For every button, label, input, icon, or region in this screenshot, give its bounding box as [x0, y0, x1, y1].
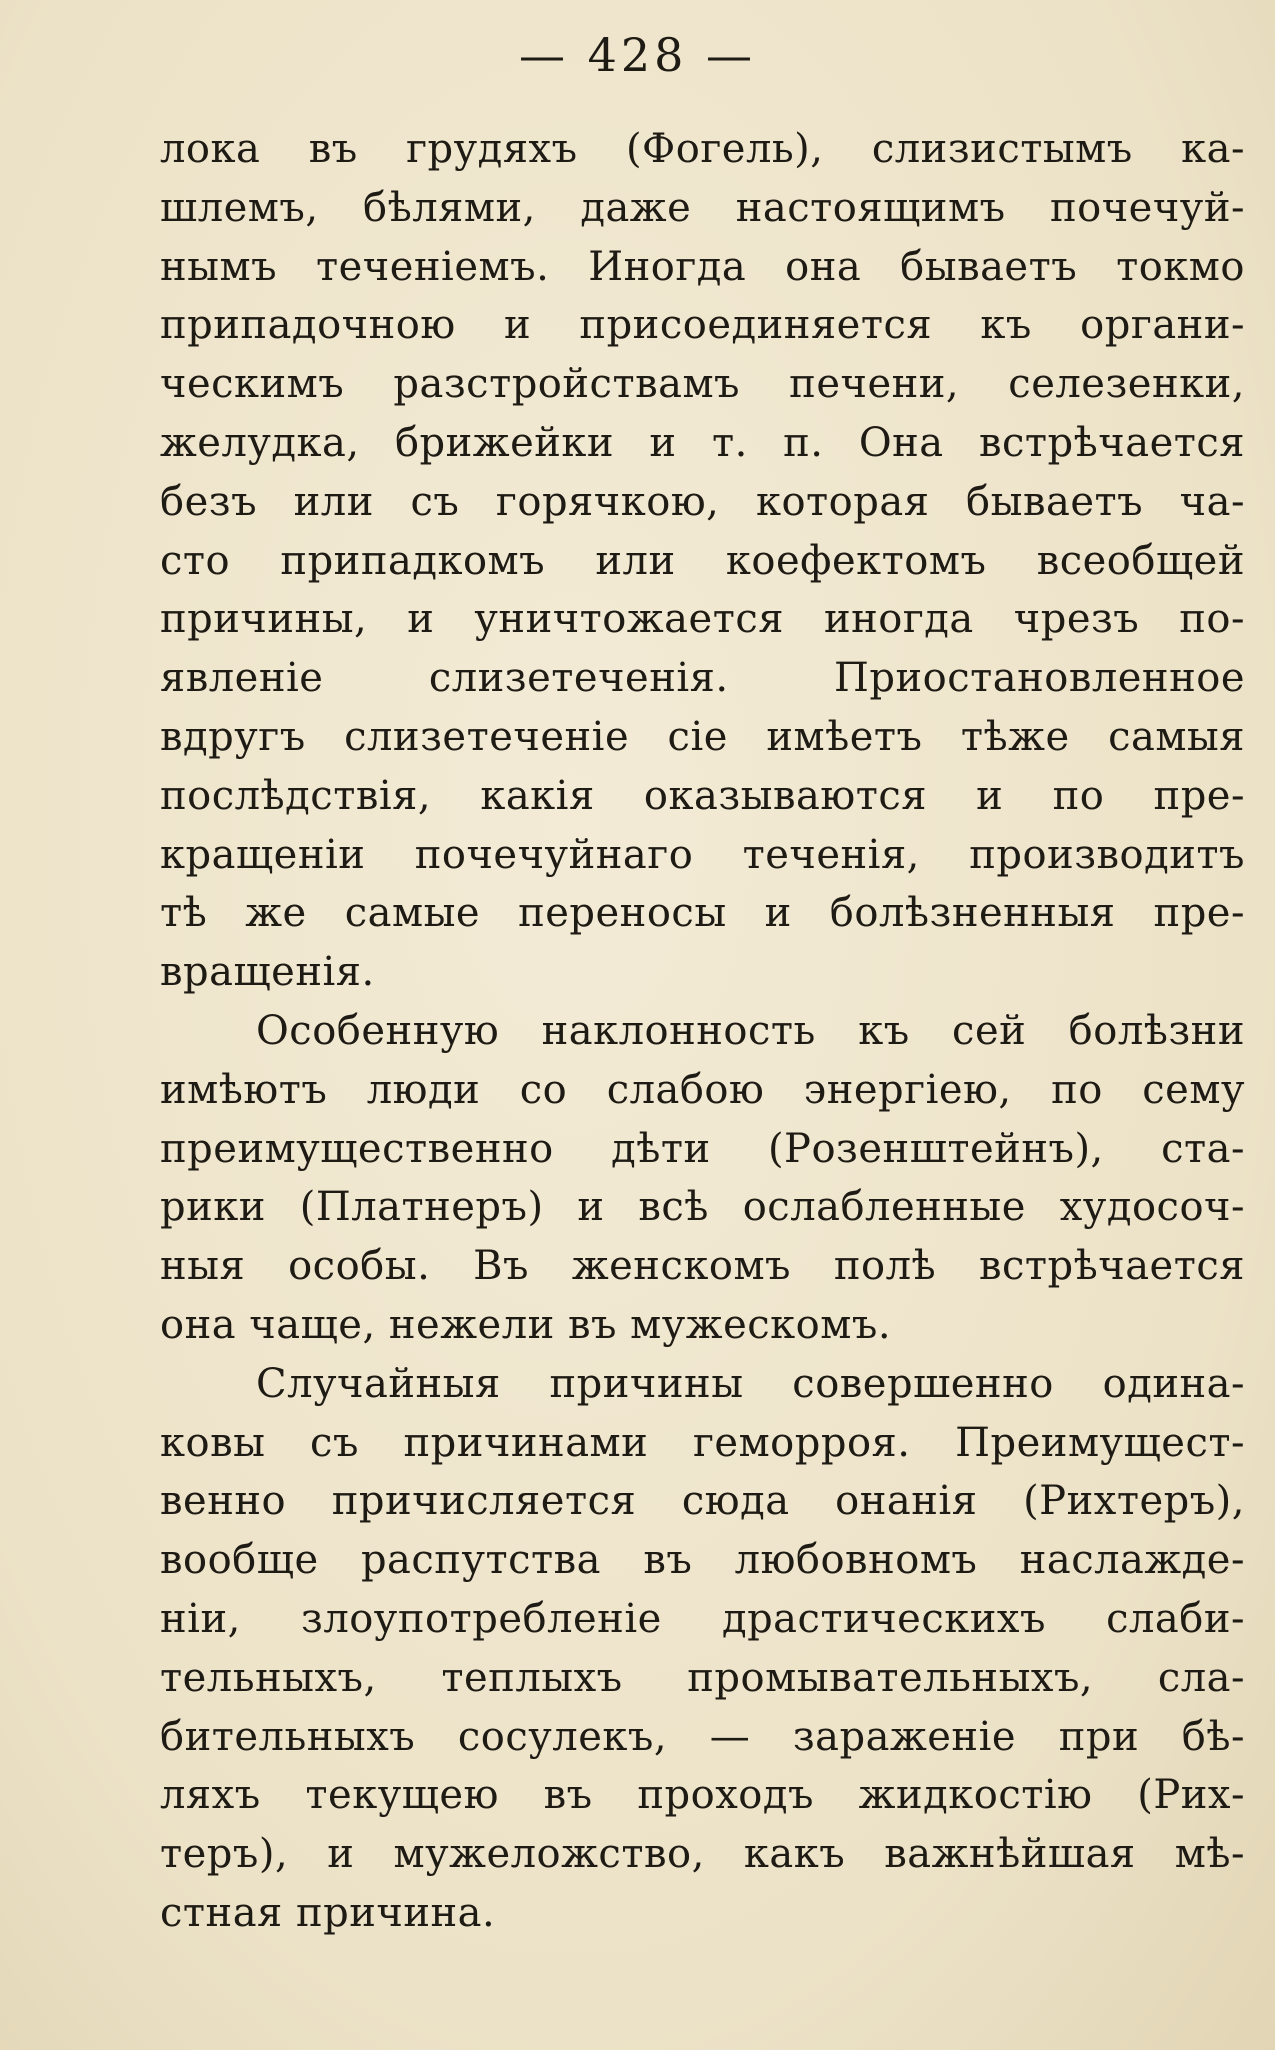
text-line: Особенную наклонность къ сей болѣзни: [256, 1007, 1245, 1054]
text-line: стная причина.: [160, 1889, 496, 1936]
text-line: теръ), и мужеложство, какъ важнѣйшая мѣ-: [160, 1831, 1245, 1878]
paragraph: [160, 1355, 1245, 1943]
text-line: лока въ грудяхъ (Фогель), слизистымъ ка-: [160, 126, 1245, 172]
text-line: явленіе слизетеченія. Приостановленное: [160, 655, 1245, 702]
text-line: она чаще, нежели въ мужескомъ.: [160, 1301, 892, 1348]
text-line: причины, и уничтожается иногда чрезъ по-: [160, 596, 1245, 643]
text-line: вращенія.: [160, 949, 375, 996]
text-line: тельныхъ, теплыхъ промывательныхъ, сла-: [160, 1654, 1245, 1701]
text-line: нымъ теченіемъ. Иногда она бываетъ токмо: [160, 243, 1245, 290]
text-line: тѣ же самые переносы и болѣзненныя пре-: [160, 890, 1245, 937]
text-line: сто припадкомъ или коефектомъ всеобщей: [160, 537, 1245, 584]
page-number: — 428 —: [518, 28, 757, 82]
text-line: вообще распутства въ любовномъ наслажде-: [160, 1537, 1245, 1584]
text-line: ніи, злоупотребленіе драстическихъ слаби-: [160, 1595, 1245, 1642]
text-line: желудка, брижейки и т. п. Она встрѣчается: [160, 419, 1245, 466]
text-line: ческимъ разстройствамъ печени, селезенки,: [160, 361, 1245, 408]
text-line: Случайныя причины совершенно одина-: [256, 1360, 1245, 1407]
text-line: ляхъ текущею въ проходъ жидкостію (Рих-: [160, 1772, 1245, 1819]
text-line: ковы съ причинами геморроя. Преимущест-: [160, 1419, 1245, 1466]
text-line: преимущественно дѣти (Розенштейнъ), ста-: [160, 1125, 1245, 1172]
text-line: кращеніи почечуйнаго теченія, производитъ: [160, 831, 1245, 878]
text-line: припадочною и присоединяется къ органи-: [160, 302, 1245, 349]
text-line: вдругъ слизетеченіе сіе имѣетъ тѣже самыя: [160, 713, 1245, 760]
text-line: венно причисляется сюда онанія (Рихтеръ),: [160, 1478, 1245, 1525]
paragraph: [160, 120, 1245, 1002]
text-line: ныя особы. Въ женскомъ полѣ встрѣчается: [160, 1243, 1245, 1290]
paragraph: [160, 1002, 1245, 1355]
text-line: послѣдствія, какія оказываются и по пре-: [160, 772, 1245, 819]
text-line: шлемъ, бѣлями, даже настоящимъ почечуй-: [160, 184, 1245, 231]
body-text: [160, 120, 1245, 1943]
text-line: рики (Платнеръ) и всѣ ослабленные худосоч-: [160, 1184, 1245, 1231]
text-line: имѣютъ люди со слабою энергіею, по сему: [160, 1066, 1245, 1113]
text-line: бительныхъ сосулекъ, — зараженіе при бѣ-: [160, 1713, 1245, 1760]
text-line: безъ или съ горячкою, которая бываетъ ча-: [160, 478, 1245, 525]
